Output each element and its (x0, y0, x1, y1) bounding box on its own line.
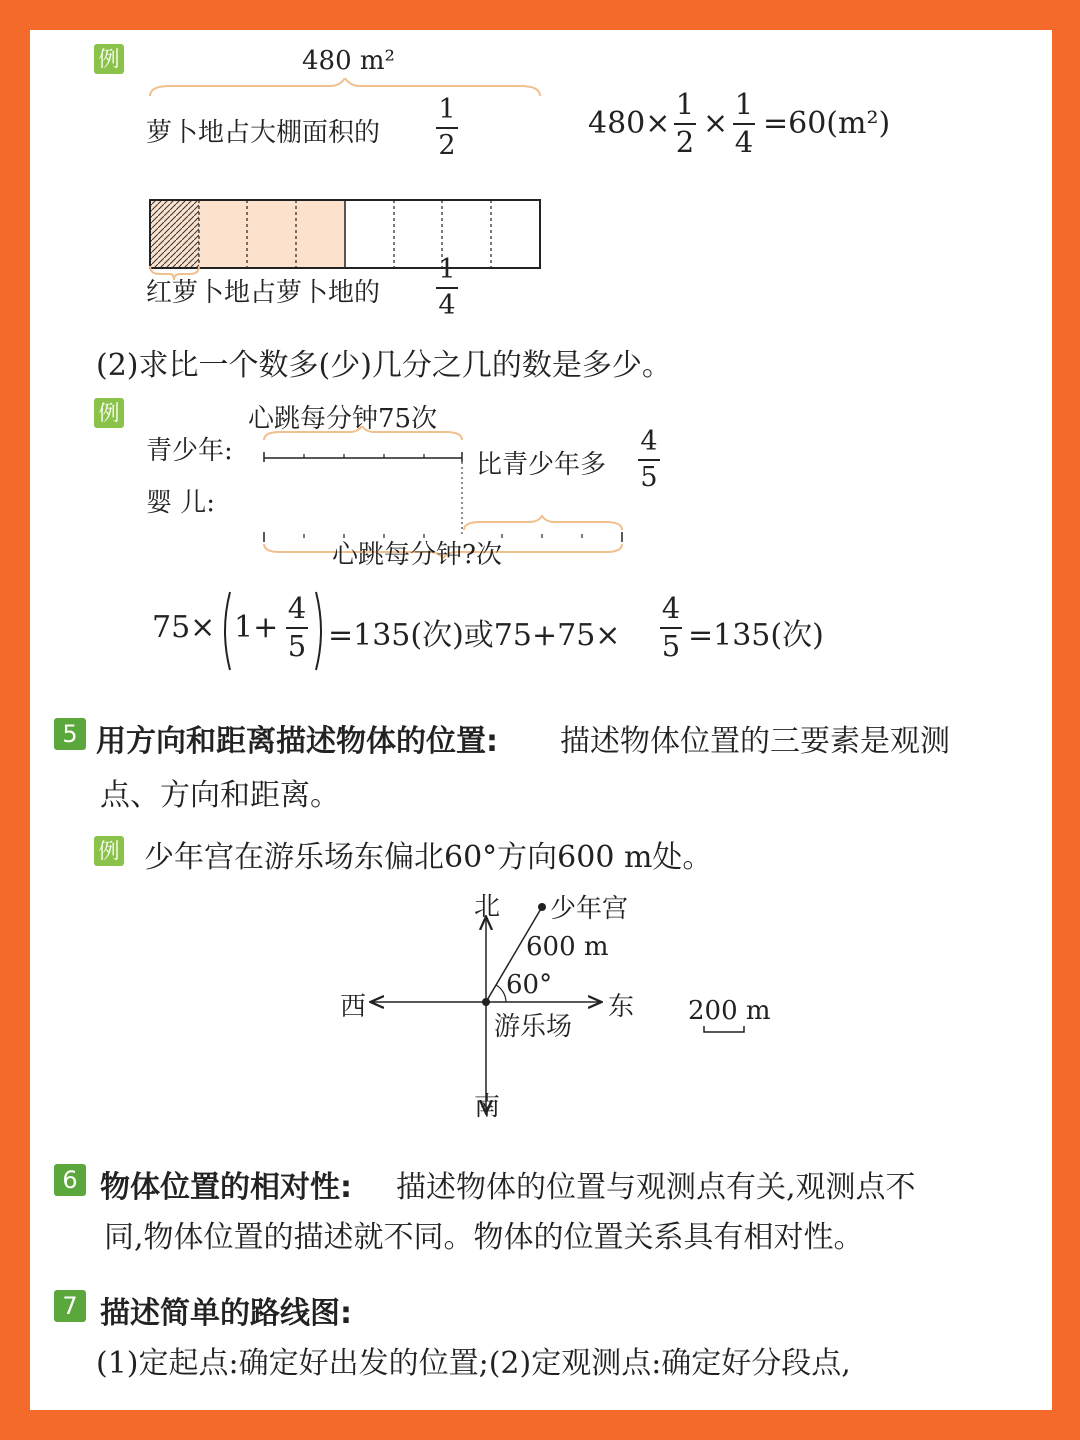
section6-text-2: 同,物体位置的描述就不同。物体的位置关系具有相对性。 (104, 1220, 864, 1255)
teen-rate-label: 心跳每分钟75次 (248, 404, 438, 434)
formula2-part-a: 75× (152, 610, 216, 645)
formula2-part-b: 1+ (234, 610, 279, 645)
scale-label: 200 m (688, 996, 771, 1026)
page (30, 30, 1052, 1410)
subheading-2: (2)求比一个数多(少)几分之几的数是多少。 (96, 348, 672, 383)
compass-north: 北 (474, 892, 501, 922)
formula2-part-c: =135(次)或75+75× (328, 618, 621, 653)
origin-label: 游乐场 (494, 1012, 573, 1042)
compass-west: 西 (340, 992, 367, 1022)
section6-number: 6 (54, 1164, 86, 1196)
formula1-frac-2: 1 4 (734, 87, 754, 159)
radish-label: 萝卜地占大棚面积的 (146, 118, 381, 148)
more-than-teen-fraction: 4 5 (638, 428, 660, 491)
example-badge-2: 例 (94, 398, 124, 428)
origin-point (482, 998, 490, 1006)
target-point (538, 903, 546, 911)
formula1-frac-1: 1 2 (675, 87, 695, 159)
formula1-part-b: × (703, 106, 729, 141)
formula1-part-c: =60(m²) (763, 106, 891, 141)
radish-fraction: 1 2 (436, 96, 458, 159)
more-than-teen-label: 比青少年多 (476, 450, 607, 480)
section6-text-1: 描述物体的位置与观测点有关,观测点不 (396, 1170, 916, 1205)
left-paren (218, 590, 232, 672)
section5-text-1: 描述物体位置的三要素是观测 (560, 724, 950, 759)
heartbeat-segment-diagram (260, 426, 640, 536)
formula2-frac-1: 4 5 (287, 591, 307, 663)
section6-title: 物体位置的相对性: (100, 1170, 352, 1205)
section7-number: 7 (54, 1290, 86, 1322)
section5-text-2: 点、方向和距离。 (100, 778, 340, 813)
scale-bar (702, 1026, 746, 1036)
compass-east: 东 (608, 992, 635, 1022)
red-radish-label: 红萝卜地占萝卜地的 (146, 278, 381, 308)
distance-label: 600 m (526, 932, 609, 962)
section5-number: 5 (54, 718, 86, 750)
red-radish-fraction: 1 4 (436, 256, 458, 319)
example-badge-3: 例 (94, 836, 124, 866)
total-brace (150, 78, 540, 96)
infant-rate-label: 心跳每分钟?次 (332, 540, 502, 570)
formula2-part-d: =135(次) (688, 618, 824, 653)
target-label: 少年宫 (550, 894, 629, 924)
compass-south: 南 (474, 1092, 501, 1122)
teen-label: 青少年: (146, 436, 233, 466)
section5-example: 少年宫在游乐场东偏北60°方向600 m处。 (144, 840, 713, 875)
angle-label: 60° (506, 970, 553, 1000)
total-area-label: 480 m² (302, 46, 395, 76)
section7-title: 描述简单的路线图: (100, 1296, 352, 1331)
red-radish-area (150, 200, 199, 268)
example-badge: 例 (94, 44, 124, 74)
section7-text-1: (1)定起点:确定好出发的位置;(2)定观测点:确定好分段点, (96, 1346, 851, 1381)
formula2-frac-2: 4 5 (661, 591, 681, 663)
section5-title: 用方向和距离描述物体的位置: (96, 724, 498, 759)
right-paren (314, 590, 328, 672)
formula1-part-a: 480× (588, 106, 671, 141)
infant-label: 婴 儿: (146, 488, 216, 518)
